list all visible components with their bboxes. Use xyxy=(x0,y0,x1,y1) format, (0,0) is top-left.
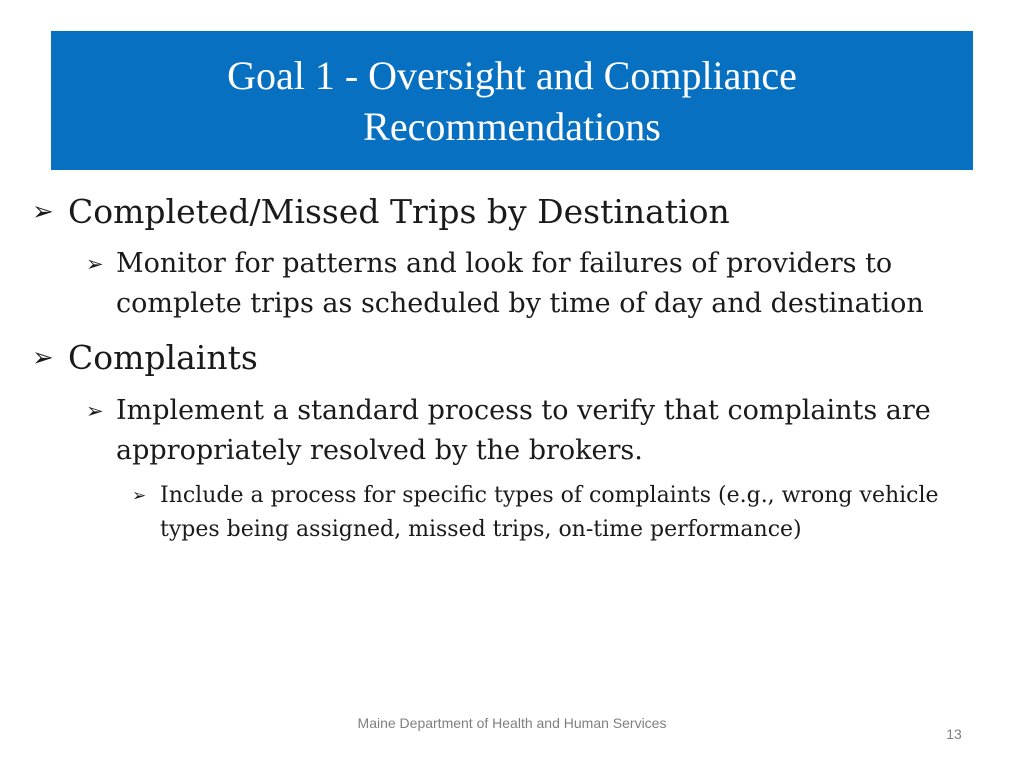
footer-organization: Maine Department of Health and Human Services xyxy=(357,715,667,731)
arrow-bullet-icon: ➢ xyxy=(132,486,147,506)
bullet-text: Completed/Missed Trips by Destination xyxy=(68,192,730,231)
arrow-bullet-icon: ➢ xyxy=(32,343,54,373)
bullet-text: Include a process for specific types of complaints (e.g., wrong vehicle types being assigned, missed trips, on-time performance) xyxy=(160,483,939,542)
page-number: 13 xyxy=(946,726,962,742)
bullet-text: Monitor for patterns and look for failures of providers to complete trips as scheduled by time of day and destination xyxy=(116,248,924,319)
arrow-bullet-icon: ➢ xyxy=(32,197,54,227)
slide-title-line-1: Goal 1 - Oversight and Compliance xyxy=(227,52,797,98)
sub-bullet-monitor-patterns xyxy=(86,244,976,324)
sub-sub-bullet-complaint-types xyxy=(132,479,1002,547)
bullet-text: Complaints xyxy=(68,338,258,377)
sub-bullet-standard-process xyxy=(86,391,976,471)
arrow-bullet-icon: ➢ xyxy=(86,399,104,423)
slide-title-line-2: Recommendations xyxy=(363,103,661,149)
bullet-complaints xyxy=(32,337,258,379)
slide-title xyxy=(132,50,892,152)
title-band xyxy=(51,31,973,170)
bullet-completed-missed-trips xyxy=(32,191,730,233)
bullet-text: Implement a standard process to verify that complaints are appropriately resolved by the brokers. xyxy=(116,395,931,466)
arrow-bullet-icon: ➢ xyxy=(86,252,104,276)
